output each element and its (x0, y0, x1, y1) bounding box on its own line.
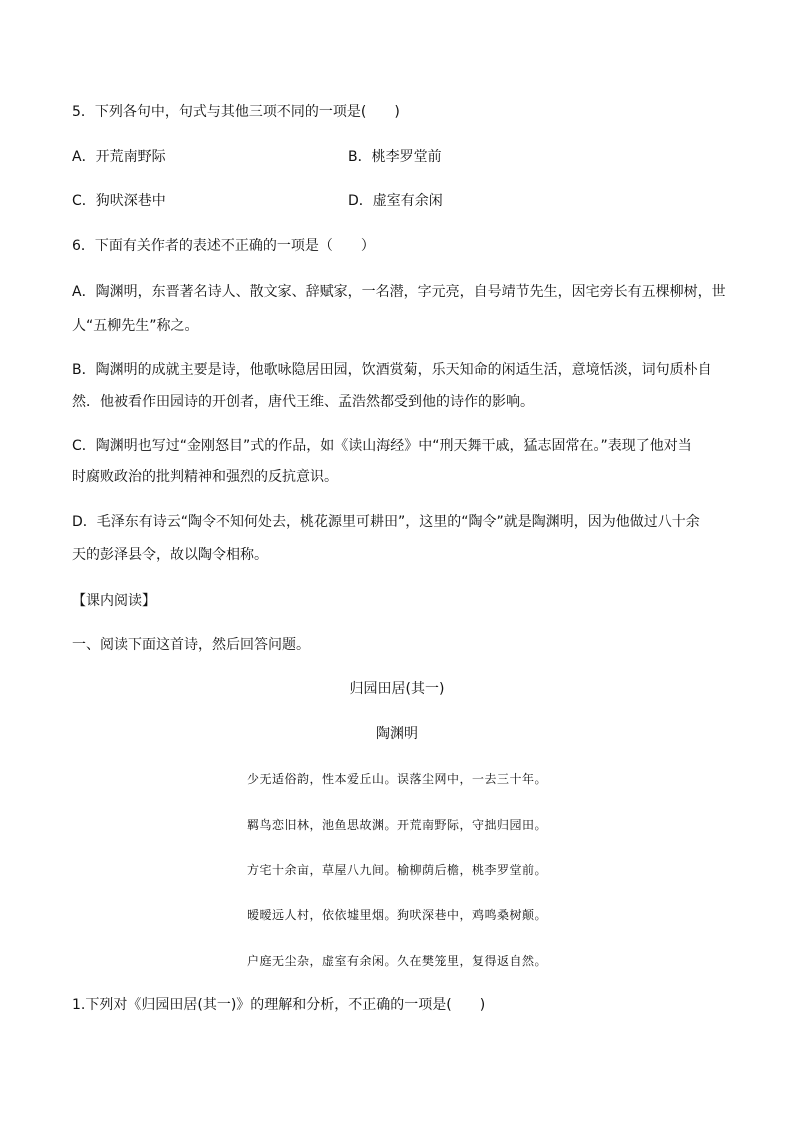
q6-option-d-line1: D．毛泽东有诗云“陶令不知何处去，桃花源里可耕田”，这里的“陶令”就是陶渊明，因为他做过八十余 (72, 514, 700, 530)
poem-line-3: 方宅十余亩，草屋八九间。榆柳荫后檐，桃李罗堂前。 (246, 863, 547, 877)
question-5-stem: 5．下列各句中，句式与其他三项不同的一项是( ) (72, 104, 400, 120)
question-1-stem: 1.下列对《归园田居(其一)》的理解和分析，不正确的一项是( ) (72, 997, 486, 1013)
q5-option-b: B．桃李罗堂前 (348, 149, 442, 165)
poem-author: 陶渊明 (376, 726, 418, 742)
q5-option-d: D．虚室有余闲 (348, 193, 443, 209)
poem-line-4: 暧暧远人村，依依墟里烟。狗吠深巷中，鸡鸣桑树颠。 (246, 908, 547, 922)
poem-line-5: 户庭无尘杂，虚室有余闲。久在樊笼里，复得返自然。 (246, 954, 547, 968)
question-6-stem: 6．下面有关作者的表述不正确的一项是（ ） (72, 238, 375, 254)
q5-option-c: C．狗吠深巷中 (72, 193, 166, 209)
q6-option-c-line1: C．陶渊明也写过“金刚怒目”式的作品，如《读山海经》中“刑天舞干戚，猛志固常在。”表现了他对当 (72, 438, 692, 454)
q6-option-a-line1: A．陶渊明，东晋著名诗人、散文家、辞赋家，一名潜，字元亮，自号靖节先生，因宅旁长有五棵柳树，世 (72, 284, 726, 300)
section-heading: 【课内阅读】 (72, 593, 156, 609)
q6-option-a-line2: 人“五柳先生”称之。 (72, 318, 199, 334)
part-one-instruction: 一、阅读下面这首诗，然后回答问题。 (72, 637, 310, 653)
q6-option-c-line2: 时腐败政治的批判精神和强烈的反抗意识。 (72, 469, 338, 485)
poem-line-1: 少无适俗韵，性本爱丘山。误落尘网中，一去三十年。 (246, 772, 547, 786)
poem-line-2: 羁鸟恋旧林，池鱼思故渊。开荒南野际，守拙归园田。 (246, 818, 547, 832)
q6-option-d-line2: 天的彭泽县令，故以陶令相称。 (72, 547, 268, 563)
q6-option-b-line2: 然．他被看作田园诗的开创者，唐代王维、孟浩然都受到他的诗作的影响。 (72, 394, 534, 410)
q5-option-a: A．开荒南野际 (72, 149, 166, 165)
q6-option-b-line1: B．陶渊明的成就主要是诗，他歌咏隐居田园，饮酒赏菊，乐天知命的闲适生活，意境恬淡，词句质朴自 (72, 362, 712, 378)
poem-title: 归园田居(其一) (349, 681, 445, 697)
